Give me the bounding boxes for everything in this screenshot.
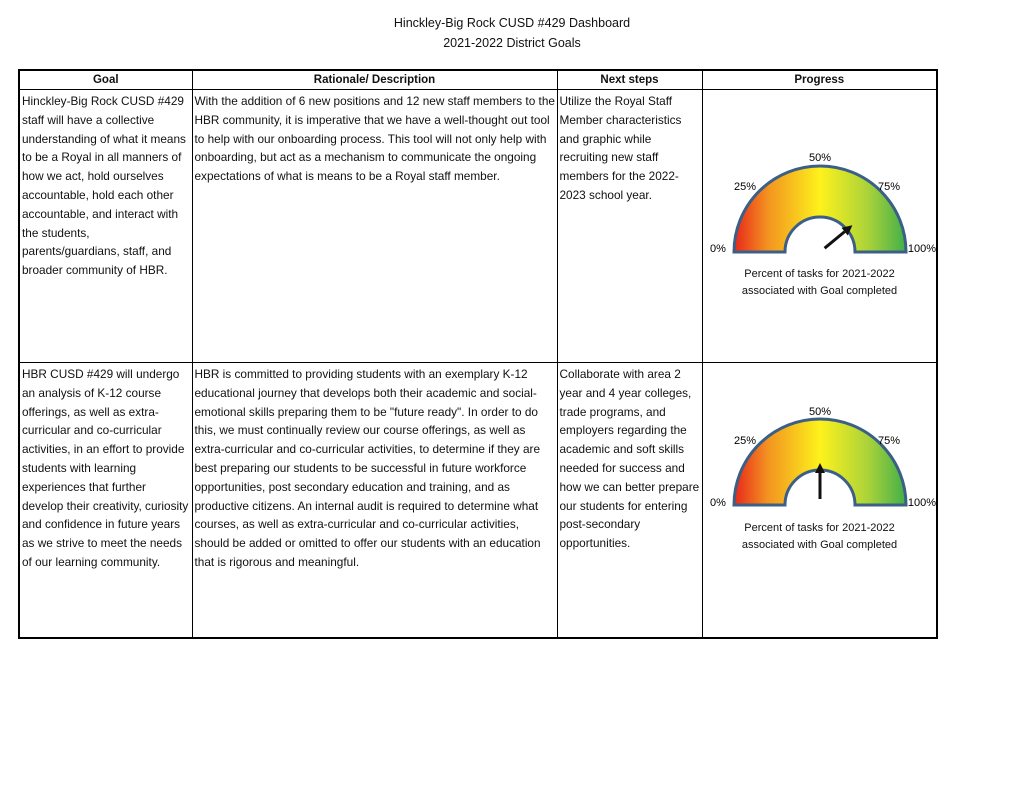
goal-cell: HBR CUSD #429 will undergo an analysis of K-12 course offerings, as well as extra-curricular and co-curricular activities, in an effort to provide students with learning experiences that further develop their creativity, curiosity and confidence in future years as we strive to meet the needs of our learning community. — [19, 363, 192, 639]
next-steps-cell: Collaborate with area 2 year and 4 year colleges, trade programs, and employers regarding the academic and soft skills needed for success and how we can better prepare our students for entering post-secondary opportunities. — [557, 363, 702, 639]
gauge-caption-line1: Percent of tasks for 2021-2022 — [744, 522, 895, 534]
progress-gauge — [703, 90, 937, 260]
gauge-label-25: 25% — [733, 181, 756, 193]
page-subtitle: 2021-2022 District Goals — [443, 36, 581, 50]
gauge-svg — [703, 90, 937, 260]
progress-cell — [702, 363, 937, 639]
goal-cell: Hinckley-Big Rock CUSD #429 staff will have a collective understanding of what it means to be a Royal in all manners of how we act, hold ourselves accountable, hold each other accountable, and interact with the students, parents/guardians, staff, and broader community of HBR. — [19, 90, 192, 363]
gauge-arc — [734, 166, 906, 252]
table-row — [19, 363, 937, 639]
gauge-label-50: 50% — [808, 152, 831, 164]
gauge-label-100: 100% — [907, 497, 936, 509]
progress-gauge — [703, 363, 937, 513]
gauge-needle — [824, 232, 844, 249]
next-steps-cell: Utilize the Royal Staff Member characteristics and graphic while recruiting new staff members for the 2022-2023 school year. — [557, 90, 702, 363]
gauge-label-75: 75% — [877, 435, 900, 447]
gauge-label-100: 100% — [907, 243, 936, 255]
gauge-label-50: 50% — [808, 406, 831, 418]
gauge-caption-line1: Percent of tasks for 2021-2022 — [744, 268, 895, 280]
column-header-next-steps: Next steps — [557, 70, 702, 90]
gauge-label-0: 0% — [709, 497, 726, 509]
table-row — [19, 90, 937, 363]
column-header-progress: Progress — [702, 70, 937, 90]
gauge-svg — [703, 363, 937, 513]
gauge-caption-line2: associated with Goal completed — [741, 539, 898, 551]
page-title: Hinckley-Big Rock CUSD #429 Dashboard — [393, 16, 631, 30]
column-header-rationale: Rationale/ Description — [192, 70, 557, 90]
rationale-cell: HBR is committed to providing students with an exemplary K-12 educational journey that develops both their academic and social-emotional skills preparing them to be "future ready". In order to do this, we must continually review our course offerings, as well as extra-curricular and co-curricular activities, to determine if they are best preparing our students to be successful in future workforce opportunities, post secondary education and training, and as productive citizens. An internal audit is required to determine what courses, as well as extra-curricular and co-curricular activities, should be added or omitted to offer our students with an education that is rigorous and meaningful. — [192, 363, 557, 639]
rationale-cell: With the addition of 6 new positions and 12 new staff members to the HBR community, it is imperative that we have a well-thought out tool to help with our onboarding process. This tool will not only help with onboarding, but act as a mechanism to communicate the ongoing expectations of what is means to be a Royal staff member. — [192, 90, 557, 363]
goals-table — [18, 69, 938, 639]
progress-cell — [702, 90, 937, 363]
gauge-label-75: 75% — [877, 181, 900, 193]
gauge-label-25: 25% — [733, 435, 756, 447]
gauge-caption-line2: associated with Goal completed — [741, 285, 898, 297]
table-header-row — [19, 70, 937, 90]
gauge-label-0: 0% — [709, 243, 726, 255]
column-header-goal: Goal — [19, 70, 192, 90]
